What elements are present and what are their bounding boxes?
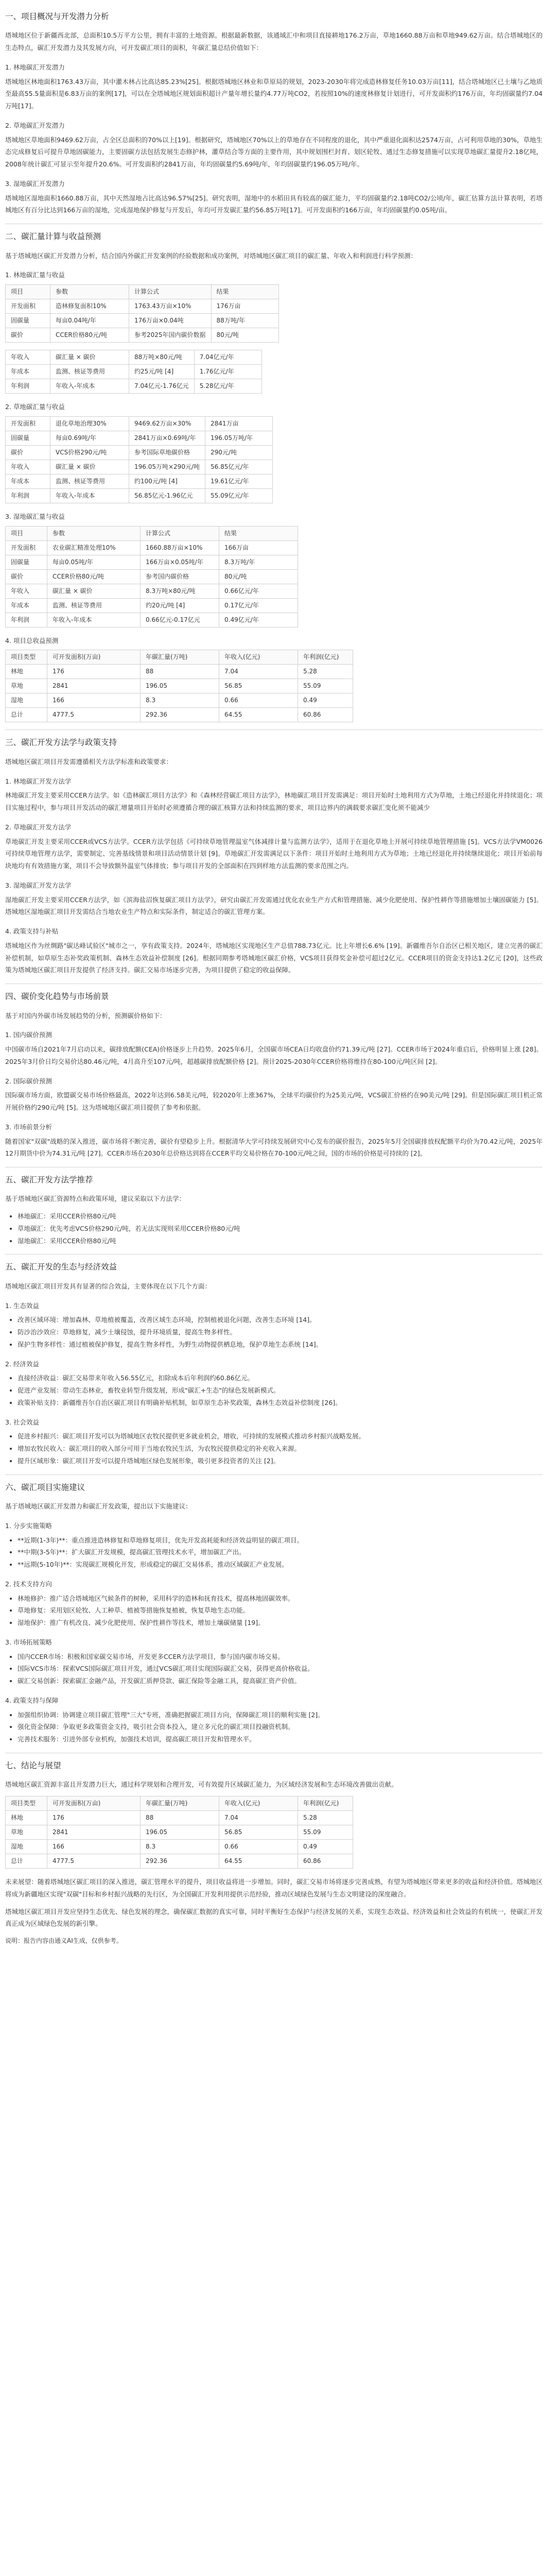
table-cell: 1.76亿元/年	[194, 365, 261, 379]
table-cell: 年利润	[6, 613, 47, 627]
table-cell: 参考国内碳价格	[141, 569, 219, 584]
list-item: • 林地碳汇：采用CCER价格80元/吨	[18, 1210, 543, 1223]
table-row	[6, 474, 273, 488]
social-benefit-list	[5, 1430, 543, 1467]
list-item: • **中期(3-5年)**：扩大碳汇开发规模，提高碳汇管理技术水平，增加碳汇产出。	[18, 1546, 543, 1558]
list-item: • 政策补贴支持：新疆维吾尔自治区碳汇项目有明确补贴机制，如草原生态补奖政策，森林生态效益补偿制度 [26]。	[18, 1397, 543, 1409]
table-cell: CCER价格80元/吨	[47, 569, 141, 584]
section-3-intro: 塔城地区碳汇项目开发需遵循相关方法学标准和政策要求：	[5, 757, 173, 766]
econ-benefit-list	[5, 1372, 543, 1409]
phased-strategy-heading: 1. 分步实施策略	[5, 1521, 52, 1530]
table-row	[6, 555, 298, 569]
table-header-cell: 年碳汇量(万吨)	[141, 650, 219, 665]
wetland-table	[5, 526, 298, 628]
table-cell: 5.28亿元/年	[194, 379, 261, 394]
table-row	[6, 299, 279, 314]
table-cell: 7.04亿元-1.76亿元	[129, 379, 195, 394]
list-item: • 碳汇交易创新：探索碳汇金融产品，开发碳汇质押贷款、碳汇保险等金融工具，提高碳汇资产价值。	[18, 1675, 543, 1687]
intl-price-text: 国际碳市场方面，欧盟碳交易市场价格最高，2022年达到6.58美元/吨，较2020年上涨367%，全球平均碳价约为25美元/吨，VCS碳汇价格约在90美元/吨 [29]。但是国际碳汇项目机正常开展价格约290元/吨 [5]。这为塔城地区碳汇项目提供了参考和依据。	[5, 1091, 543, 1111]
forest-text: 塔城地区林地面积1763.43万亩，其中灌木林占比高达85.23%[25]。根据塔城地区林业和草原局的规划，2023-2030年将完成造林修复任务10.03万亩[11]，结合塔城地区已土壤与乙地质至最高55.5量面积是6.83万亩的案例[17]，可以在全塔城地区规划面积超计产量年增长量约4.77万吨CO2，若按照10%的速度林修复计划进行，可开发面积约176万亩，年均固碳量约7.04万吨[17]。	[5, 77, 543, 110]
table-cell: 2841万亩×0.69吨/年	[129, 431, 205, 445]
table-cell: 5.28	[298, 1811, 353, 1825]
table-cell: 监测、核证等费用	[50, 365, 129, 379]
section-5-title: 五、碳汇开发方法学推荐	[5, 1175, 93, 1184]
table-cell: 草地	[6, 1825, 47, 1840]
grassland-text: 塔城地区草地面积9469.62万亩，占全区总面积的70%以上[19]。根据研究，塔城地区70%以上的草地存在不同程度的退化，其中严重退化面积达2574万亩，占可利用草地的30%，草地生态完成修复后可提升草地固碳能力，主要固碳方法包括发展生态修护林，灌草结合等方面的主要作用，其中规划围栏封育、划区轮牧、通过生态修复措施可以实现草地碳汇量提升2.18亿吨，2008年统计碳汇可显示至年提升20.6%。可开发面积约2841万亩，年均固碳量约5.69吨/年，年均固碳量约196.05万吨/年。	[5, 135, 543, 168]
list-item: • 完善技术服务：引进外部专业机构，加强技术培训，提高碳汇项目开发和管理水平。	[18, 1733, 543, 1745]
domestic-price-heading: 1. 国内碳价预测	[5, 1031, 52, 1039]
table-cell: 约20元/吨 [4]	[141, 598, 219, 613]
summary-table	[5, 650, 353, 722]
forest-revenue-table	[5, 350, 262, 394]
table-row	[6, 1811, 353, 1825]
table-cell: 0.49亿元/年	[219, 613, 298, 627]
table-cell: 19.61亿元/年	[205, 474, 273, 488]
table-cell: 总计	[6, 708, 47, 722]
table-cell: 5.28	[298, 665, 353, 679]
table-cell: 56.85	[219, 679, 298, 693]
table-cell: 290元/吨	[205, 445, 273, 460]
table-cell: 固碳量	[6, 314, 50, 328]
table-cell: 碳价	[6, 569, 47, 584]
table-cell: 年收入-年成本	[50, 488, 129, 503]
table-cell: CCER价格80元/吨	[50, 328, 129, 343]
table-cell: 196.05	[141, 679, 219, 693]
table-cell: 年利润	[6, 379, 50, 394]
table-cell: 0.66亿元/年	[219, 584, 298, 598]
policy-guarantee-heading: 4. 政策支持与保障	[5, 1696, 59, 1704]
conclusion-table	[5, 1796, 353, 1869]
policy-heading: 4. 政策支持与补贴	[5, 927, 59, 936]
table-cell: 湿地	[6, 1840, 47, 1854]
table-cell: 166	[47, 1840, 141, 1854]
table-header-cell: 可开发面积(万亩)	[47, 650, 141, 665]
table-cell: 176	[47, 1811, 141, 1825]
list-item: • 改善区域环境：增加森林、草地植被覆盖，改善区域生态环境，控制植被退化问题，改善生态环境 [14]。	[18, 1314, 543, 1326]
table-cell: 8.3万吨/年	[219, 555, 298, 569]
table-cell: 碳价	[6, 328, 50, 343]
wetland-method-text: 湿地碳汇开发主要采用CCER方法学，如《滨海盐沼恢复碳汇项目方法学》，研究由碳汇开发需通过优化农业生产方式和管理措施、减少化肥使用、保护性耕作等措施增加土壤固碳能力 [5]。塔城地区湿地碳汇项目开发需结合当地农业生产特点和实际条件，制定适合的碳汇管理方案。	[5, 895, 543, 916]
table-cell: 2841	[47, 1825, 141, 1840]
table-header-row	[6, 1797, 353, 1811]
table-cell: 64.55	[219, 708, 298, 722]
table-cell: 0.49	[298, 693, 353, 708]
table-cell: 166	[47, 693, 141, 708]
table-cell: 56.85	[219, 1825, 298, 1840]
list-item: • 草地碳汇：优先考虑VCS价格290元/吨，若无法实现则采用CCER价格80元/吨	[18, 1223, 543, 1235]
table-cell: 7.04	[219, 1811, 298, 1825]
table-cell: 年利润	[6, 488, 50, 503]
summary-table-heading: 4. 项目总收益预测	[5, 636, 59, 645]
table-cell: 约100元/吨 [4]	[129, 474, 205, 488]
table-cell: 196.05万吨/年	[205, 431, 273, 445]
wetland-table-heading: 3. 湿地碳汇量与收益	[5, 512, 65, 520]
tech-support-heading: 2. 技术支持方向	[5, 1580, 52, 1588]
table-row	[6, 314, 279, 328]
table-cell: 8.3	[141, 1840, 219, 1854]
table-header-cell: 结果	[211, 285, 278, 299]
table-row	[6, 598, 298, 613]
table-row	[6, 350, 262, 365]
grassland-method-heading: 2. 草地碳汇开发方法学	[5, 823, 72, 831]
table-row	[6, 431, 273, 445]
table-cell: 166万亩	[219, 540, 298, 555]
table-cell: 林地	[6, 1811, 47, 1825]
table-header-cell: 参数	[50, 285, 129, 299]
table-row	[6, 540, 298, 555]
table-header-cell: 年碳汇量(万吨)	[141, 1797, 219, 1811]
table-cell: 88万吨×80元/吨	[129, 350, 195, 365]
table-cell: 监测、核证等费用	[50, 474, 129, 488]
table-cell: 64.55	[219, 1854, 298, 1869]
table-cell: 9469.62万亩×30%	[129, 416, 205, 431]
table-cell: 0.66亿元-0.17亿元	[141, 613, 219, 627]
table-cell: 每亩0.69吨/年	[50, 431, 129, 445]
table-cell: 开发面积	[6, 416, 50, 431]
table-cell: 0.66	[219, 1840, 298, 1854]
table-cell: 年收入-年成本	[47, 613, 141, 627]
table-cell: 2841万亩	[205, 416, 273, 431]
table-cell: 参考2025年国内碳价数据	[129, 328, 212, 343]
table-cell: 固碳量	[6, 431, 50, 445]
table-row	[6, 416, 273, 431]
table-cell: 碳汇量 × 碳价	[50, 460, 129, 474]
grassland-heading: 2. 草地碳汇开发潜力	[5, 121, 65, 129]
section-6-title: 五、碳汇开发的生态与经济效益	[5, 1262, 117, 1272]
section-1-title: 一、项目概况与开发潜力分析	[5, 12, 109, 21]
table-cell: 年成本	[6, 598, 47, 613]
section-8-title: 七、结论与展望	[5, 1760, 61, 1770]
list-item: • **远期(5-10年)**：实现碳汇规模化开发，形成稳定的碳汇交易体系，推动区域碳汇产业发展。	[18, 1558, 543, 1571]
list-item: • 林地修护：推广适合塔城地区气候条件的树种，采用科学的造林和抚育技术，提高林地固碳效率。	[18, 1592, 543, 1605]
list-item: • **近期(1-3年)**：重点推进造林修复和草地修复项目，优先开发高耗能和经济效益明显的碳汇项目。	[18, 1534, 543, 1547]
table-cell: 7.04亿元/年	[194, 350, 261, 365]
table-cell: 292.36	[141, 708, 219, 722]
table-header-cell: 年利润(亿元)	[298, 1797, 353, 1811]
grassland-table-heading: 2. 草地碳汇量与收益	[5, 403, 65, 411]
table-header-cell: 计算公式	[129, 285, 212, 299]
social-benefit-heading: 3. 社会效益	[5, 1418, 39, 1426]
econ-benefit-heading: 2. 经济效益	[5, 1360, 39, 1368]
table-cell: 开发面积	[6, 540, 47, 555]
table-row	[6, 1854, 353, 1869]
table-cell: 年收入-年成本	[50, 379, 129, 394]
table-header-cell: 年收入(亿元)	[219, 1797, 298, 1811]
method-recommend-list	[5, 1210, 543, 1247]
table-header-cell: 可开发面积(万亩)	[47, 1797, 141, 1811]
table-row	[6, 569, 298, 584]
table-cell: 8.3万吨×80元/吨	[141, 584, 219, 598]
table-cell: 每亩0.05吨/年	[47, 555, 141, 569]
table-cell: 4777.5	[47, 708, 141, 722]
section-6-intro: 塔城地区碳汇项目开发具有显著的综合效益，主要体现在以下几个方面：	[5, 1282, 212, 1290]
table-cell: 年成本	[6, 365, 50, 379]
list-item: • 湿地保护：推广有机改良、减少化肥使用、保护性耕作等技术，增加土壤碳储量 [19]。	[18, 1617, 543, 1629]
table-cell: 88万吨/年	[211, 314, 278, 328]
table-row	[6, 365, 262, 379]
section-4-intro: 基于对国内外碳市场发展趋势的分析，预测碳价格如下：	[5, 1011, 166, 1020]
section-8-intro: 塔城地区碳汇资源丰富且开发潜力巨大，通过科学规划和合理开发，可有效提升区域碳汇能力，为区域经济发展和生态环境改善做出贡献。	[5, 1781, 398, 1789]
table-cell: 年收入	[6, 584, 47, 598]
table-row	[6, 708, 353, 722]
table-cell: 2841	[47, 679, 141, 693]
table-cell: 参考国际草地碳价格	[129, 445, 205, 460]
table-cell: 造林修复面积10%	[50, 299, 129, 314]
table-cell: 196.05	[141, 1825, 219, 1840]
list-item: • 保护生物多样性：通过植被保护修复，提高生物多样性，为野生动物提供栖息地，保护草地生态系统 [14]。	[18, 1338, 543, 1351]
section-7-intro: 基于塔城地区碳汇开发潜力和碳汇开发政策，提出以下实施建议：	[5, 1502, 192, 1511]
table-cell: 196.05万吨×290元/吨	[129, 460, 205, 474]
phased-strategy-list	[5, 1534, 543, 1571]
table-header-cell: 项目	[6, 285, 50, 299]
table-cell: 约25元/吨 [4]	[129, 365, 195, 379]
domestic-price-text: 中国碳市场自2021年7月启动以来，碳排放配额(CEA)价格逐步上升趋势。2025年6月，全国碳市场CEA日均收盘价约71.39元/吨 [27]。CCER市场于2024年重启后，价格明显上涨 [28]。2025年3月价日均交易价达80.46元/吨，4月高升至107元/吨，超越碳排放配额价格 [2]。预计2025-2030年CCER价格将维持在80-100元/吨区间 [2]。	[5, 1045, 543, 1065]
market-strategy-heading: 3. 市场拓展策略	[5, 1638, 52, 1646]
wetland-heading: 3. 湿地碳汇开发潜力	[5, 179, 65, 188]
table-cell: 56.85亿元/年	[205, 460, 273, 474]
list-item: • 加强组织协调：协调建立项目碳汇管理"三大"专班，准确把握碳汇项目方向，保障碳汇项目的顺利实施 [2]。	[18, 1709, 543, 1721]
divider	[5, 1254, 543, 1255]
wetland-method-heading: 3. 湿地碳汇开发方法学	[5, 881, 72, 889]
table-cell: 1763.43万亩×10%	[129, 299, 212, 314]
table-cell: 80元/吨	[219, 569, 298, 584]
table-row	[6, 488, 273, 503]
eco-benefit-list	[5, 1314, 543, 1350]
table-row	[6, 613, 298, 627]
table-cell: 监测、核证等费用	[47, 598, 141, 613]
tech-support-list	[5, 1592, 543, 1629]
market-strategy-list	[5, 1651, 543, 1687]
table-row	[6, 379, 262, 394]
table-cell: 每亩0.04吨/年	[50, 314, 129, 328]
table-row	[6, 584, 298, 598]
table-cell: 年收入	[6, 350, 50, 365]
section-4-title: 四、碳价变化趋势与市场前景	[5, 992, 109, 1002]
table-cell: 7.04	[219, 665, 298, 679]
list-item: • 促进产业发展：带动生态林业，畜牧业转型升级发展，形成"碳汇+生态"的绿色发展新模式。	[18, 1384, 543, 1397]
policy-text: 塔城地区作为丝绸路"碳达峰试验区"城市之一，享有政策支持。2024年，塔城地区实现地区生产总值788.73亿元。比上年增长6.6% [19]。新疆维吾尔自治区已相关地区，建立完善的碳汇补偿机制，如草原生态补奖政策机制、森林生态效益补偿制度 [26]。根据同期参考塔城地区碳汇价格，VCS项目获得奖金补偿可超过2亿元。CCER项目的资金支持达1.2亿元 [20]，这些政策为塔城地区碳汇项目开发提供了经济支持。碳汇交易市场逐步完善，为项目提供了稳定的收益保障。	[5, 941, 543, 974]
grassland-table	[5, 416, 273, 503]
table-header-cell: 计算公式	[141, 526, 219, 540]
table-cell: 0.49	[298, 1840, 353, 1854]
table-cell: 176万亩×0.04吨	[129, 314, 212, 328]
forest-method-text: 林地碳汇开发主要采用CCER方法学。如《造林碳汇项目方法学》和《森林经营碳汇项目方法学》，林地碳汇项目开发需满足：项目开始时土地利用方式为草地，土地已经退化并持续退化；项目实施过程中，参与项目开发活动的碳汇增量项目开始时必须遵循合理的碳汇核算方法和持续监测的要求，项目边界内的满载要求碳汇变化须不能减少	[5, 791, 543, 812]
list-item: • 提升区域形象：碳汇项目开发可以提升塔城地区绿色发展形象，吸引更多投资者的关注 [2]。	[18, 1455, 543, 1467]
list-item: • 湿地碳汇：采用CCER价格80元/吨	[18, 1235, 543, 1247]
table-row	[6, 460, 273, 474]
list-item: • 草地修复：采用划区轮牧、人工种草、植被等措施恢复植被，恢复草地生态功能。	[18, 1604, 543, 1617]
table-row	[6, 665, 353, 679]
table-cell: 55.09	[298, 1825, 353, 1840]
table-cell: 176	[47, 665, 141, 679]
table-cell: 年收入	[6, 460, 50, 474]
list-item: • 强化资金保障：争取更多政策资金支持，吸引社会资本投入，建立多元化的碳汇项目投融资机制。	[18, 1721, 543, 1733]
table-header-cell: 年利润(亿元)	[298, 650, 353, 665]
table-cell: 碳汇量 × 碳价	[50, 350, 129, 365]
table-cell: 55.09亿元/年	[205, 488, 273, 503]
table-cell: 56.85亿元-1.96亿元	[129, 488, 205, 503]
table-cell: 60.86	[298, 708, 353, 722]
section-7-title: 六、碳汇项目实施建议	[5, 1482, 85, 1492]
table-cell: 166万亩×0.05吨/年	[141, 555, 219, 569]
table-cell: 55.09	[298, 679, 353, 693]
table-row	[6, 679, 353, 693]
grassland-method-text: 草地碳汇开发主要采用CCER或VCS方法学。CCER方法学包括《可持续草地管理温室气体减排计量与监测方法学》，适用于在退化草地上开展可持续草地管理措施 [5]。VCS方法学VM0026可持续草地管理方法学，需要制定、完善基线情景和项目活动情景计划 [9]。草地碳汇开发需满足以下条件：项目开始时土地利用方式为草地；土地已经退化并持续继续退化；项目开始前每块地均有有效措施方案，项目不会导致额外温室气体排放；参与项目开发的全部面积在四到样地方法监测的要求范围之内。	[5, 837, 543, 870]
table-row	[6, 693, 353, 708]
table-header-cell: 项目类型	[6, 1797, 47, 1811]
table-header-row	[6, 650, 353, 665]
table-cell: 碳价	[6, 445, 50, 460]
forest-params-table	[5, 284, 279, 343]
table-cell: 1660.88万亩×10%	[141, 540, 219, 555]
table-header-cell: 年收入(亿元)	[219, 650, 298, 665]
table-cell: 80元/吨	[211, 328, 278, 343]
table-header-cell: 项目	[6, 526, 47, 540]
table-cell: 年成本	[6, 474, 50, 488]
disclaimer-note: 说明：报告内容由通义AI生成，仅供参考。	[5, 1937, 123, 1944]
table-cell: 林地	[6, 665, 47, 679]
table-cell: 60.86	[298, 1854, 353, 1869]
table-row	[6, 1840, 353, 1854]
table-header-cell: 参数	[47, 526, 141, 540]
table-row	[6, 445, 273, 460]
eco-benefit-heading: 1. 生态效益	[5, 1301, 39, 1310]
table-cell: VCS价格290元/吨	[50, 445, 129, 460]
table-cell: 0.17亿元/年	[219, 598, 298, 613]
table-cell: 88	[141, 665, 219, 679]
table-row	[6, 1825, 353, 1840]
table-cell: 草地	[6, 679, 47, 693]
market-outlook-text: 随着国家"双碳"战略的深入推进，碳市场将不断完善，碳价有望稳步上升。根据清华大学可持续发展研究中心发布的碳价报告，2025年5月全国碳排放权配额平均价为70.42元/吨，2025年12月期货中价为74.31元/吨 [27]。CCER市场在2030年总价格达到将在CCER平均交易价格在70-100元/吨之间，国的市场的价格是可持续的 [2]。	[5, 1137, 543, 1158]
list-item: • 增加农牧民收入：碳汇项目的收入部分可用于当地农牧民生活，为农牧民提供稳定的补充收入来源。	[18, 1443, 543, 1455]
section-3-title: 三、碳汇开发方法学与政策支持	[5, 738, 117, 748]
table-cell: 农业碳汇精准处理10%	[47, 540, 141, 555]
outlook-text: 未来展望：随着塔城地区碳汇项目的深入推进，碳汇管理水平的提升，项目收益将进一步增加。同时，碳汇交易市场将逐步完善成熟，有望为塔城地区带来更多的收益和经济价值。塔城地区将成为新疆地区实现"双碳"目标和乡村振兴战略的先行区，为全国碳汇开发利用提供示范经验，推动区域绿色发展与生态文明建设的深度融合。	[5, 1878, 543, 1898]
table-cell: 4777.5	[47, 1854, 141, 1869]
list-item: • 直接经济收益：碳汇交易带来年收入56.55亿元，扣除成本后年利润约60.86亿元。	[18, 1372, 543, 1384]
table-cell: 176万亩	[211, 299, 278, 314]
table-cell: 0.66	[219, 693, 298, 708]
table-cell: 总计	[6, 1854, 47, 1869]
list-item: • 国内CCER市场：积极和国家碳交易市场，开发更多CCER方法学项目，参与国内碳市场交易。	[18, 1651, 543, 1663]
list-item: • 促进乡村振兴：碳汇项目开发可以为塔城地区农牧民提供更多就业机会，增收，可持续的发展模式推动乡村振兴战略发展。	[18, 1430, 543, 1443]
table-cell: 292.36	[141, 1854, 219, 1869]
policy-guarantee-list	[5, 1709, 543, 1745]
forest-method-heading: 1. 林地碳汇开发方法学	[5, 777, 72, 785]
forest-heading: 1. 林地碳汇开发潜力	[5, 63, 65, 71]
section-2-title: 二、碳汇量计算与收益预测	[5, 232, 101, 242]
intl-price-heading: 2. 国际碳价预测	[5, 1077, 52, 1085]
wetland-text: 塔城地区湿地面积1660.88万亩，其中天然湿地占比高达96.57%[25]。研究表明，湿地中的水稻田具有较高的碳汇能力，平均固碳量约2.18吨CO2/公顷/年，碳汇估算方法计算表明，若塔城地区有百分比达到166万亩的湿地，完成湿地保护修复与开发后，年均可开发碳汇量约56.85万吨[17]。可开发面积约166万亩，年均固碳量约0.05吨/亩。	[5, 194, 543, 214]
table-header-row	[6, 285, 279, 299]
table-header-cell: 结果	[219, 526, 298, 540]
table-cell: 湿地	[6, 693, 47, 708]
list-item: • 防沙治沙效应：草地修复，减少土壤侵蚀，提升环境质量，提高生物多样性。	[18, 1326, 543, 1338]
table-cell: 开发面积	[6, 299, 50, 314]
section-2-intro: 基于塔城地区碳汇开发潜力分析，结合国内外碳汇开发案例的经验数据和成功案例，对塔城地区碳汇项目的碳汇量、年收入和利润进行科学预测：	[5, 251, 417, 260]
table-cell: 88	[141, 1811, 219, 1825]
table-header-row	[6, 526, 298, 540]
closing-text: 塔城地区碳汇项目开发应坚持生态优先、绿色发展的理念，确保碳汇数据的真实可靠，同时平衡好生态保护与经济发展的关系，实现生态效益、经济效益和社会效益的有机统一，使碳汇开发真正成为区域绿色发展的新引擎。	[5, 1907, 543, 1928]
table-cell: 碳汇量 × 碳价	[47, 584, 141, 598]
table-cell: 8.3	[141, 693, 219, 708]
table-header-cell: 项目类型	[6, 650, 47, 665]
section-5-intro: 基于塔城地区碳汇资源特点和政策环境，建议采取以下方法学：	[5, 1195, 186, 1203]
table-cell: 固碳量	[6, 555, 47, 569]
table-row	[6, 328, 279, 343]
section-1-intro: 塔城地区位于新疆西北部，总面积10.5万平方公里，拥有丰富的土地资源。根据最新数据，该通域汇中和项目直接耕地176.2万亩，草地1660.88万亩和草地949.62万亩。结合塔城地区的生态特点，碳汇开发潜力及其发展方向，可开发碳汇项目的面积，年碳汇量总结价值如下：	[5, 31, 543, 52]
table-cell: 退化草地治理30%	[50, 416, 129, 431]
list-item: • 国际VCS市场：探索VCS国际碳汇项目开发，通过VCS碳汇项目实现国际碳汇交易，获得更高价格收益。	[18, 1663, 543, 1675]
market-outlook-heading: 3. 市场前景分析	[5, 1123, 52, 1131]
forest-table-heading: 1. 林地碳汇量与收益	[5, 271, 65, 279]
